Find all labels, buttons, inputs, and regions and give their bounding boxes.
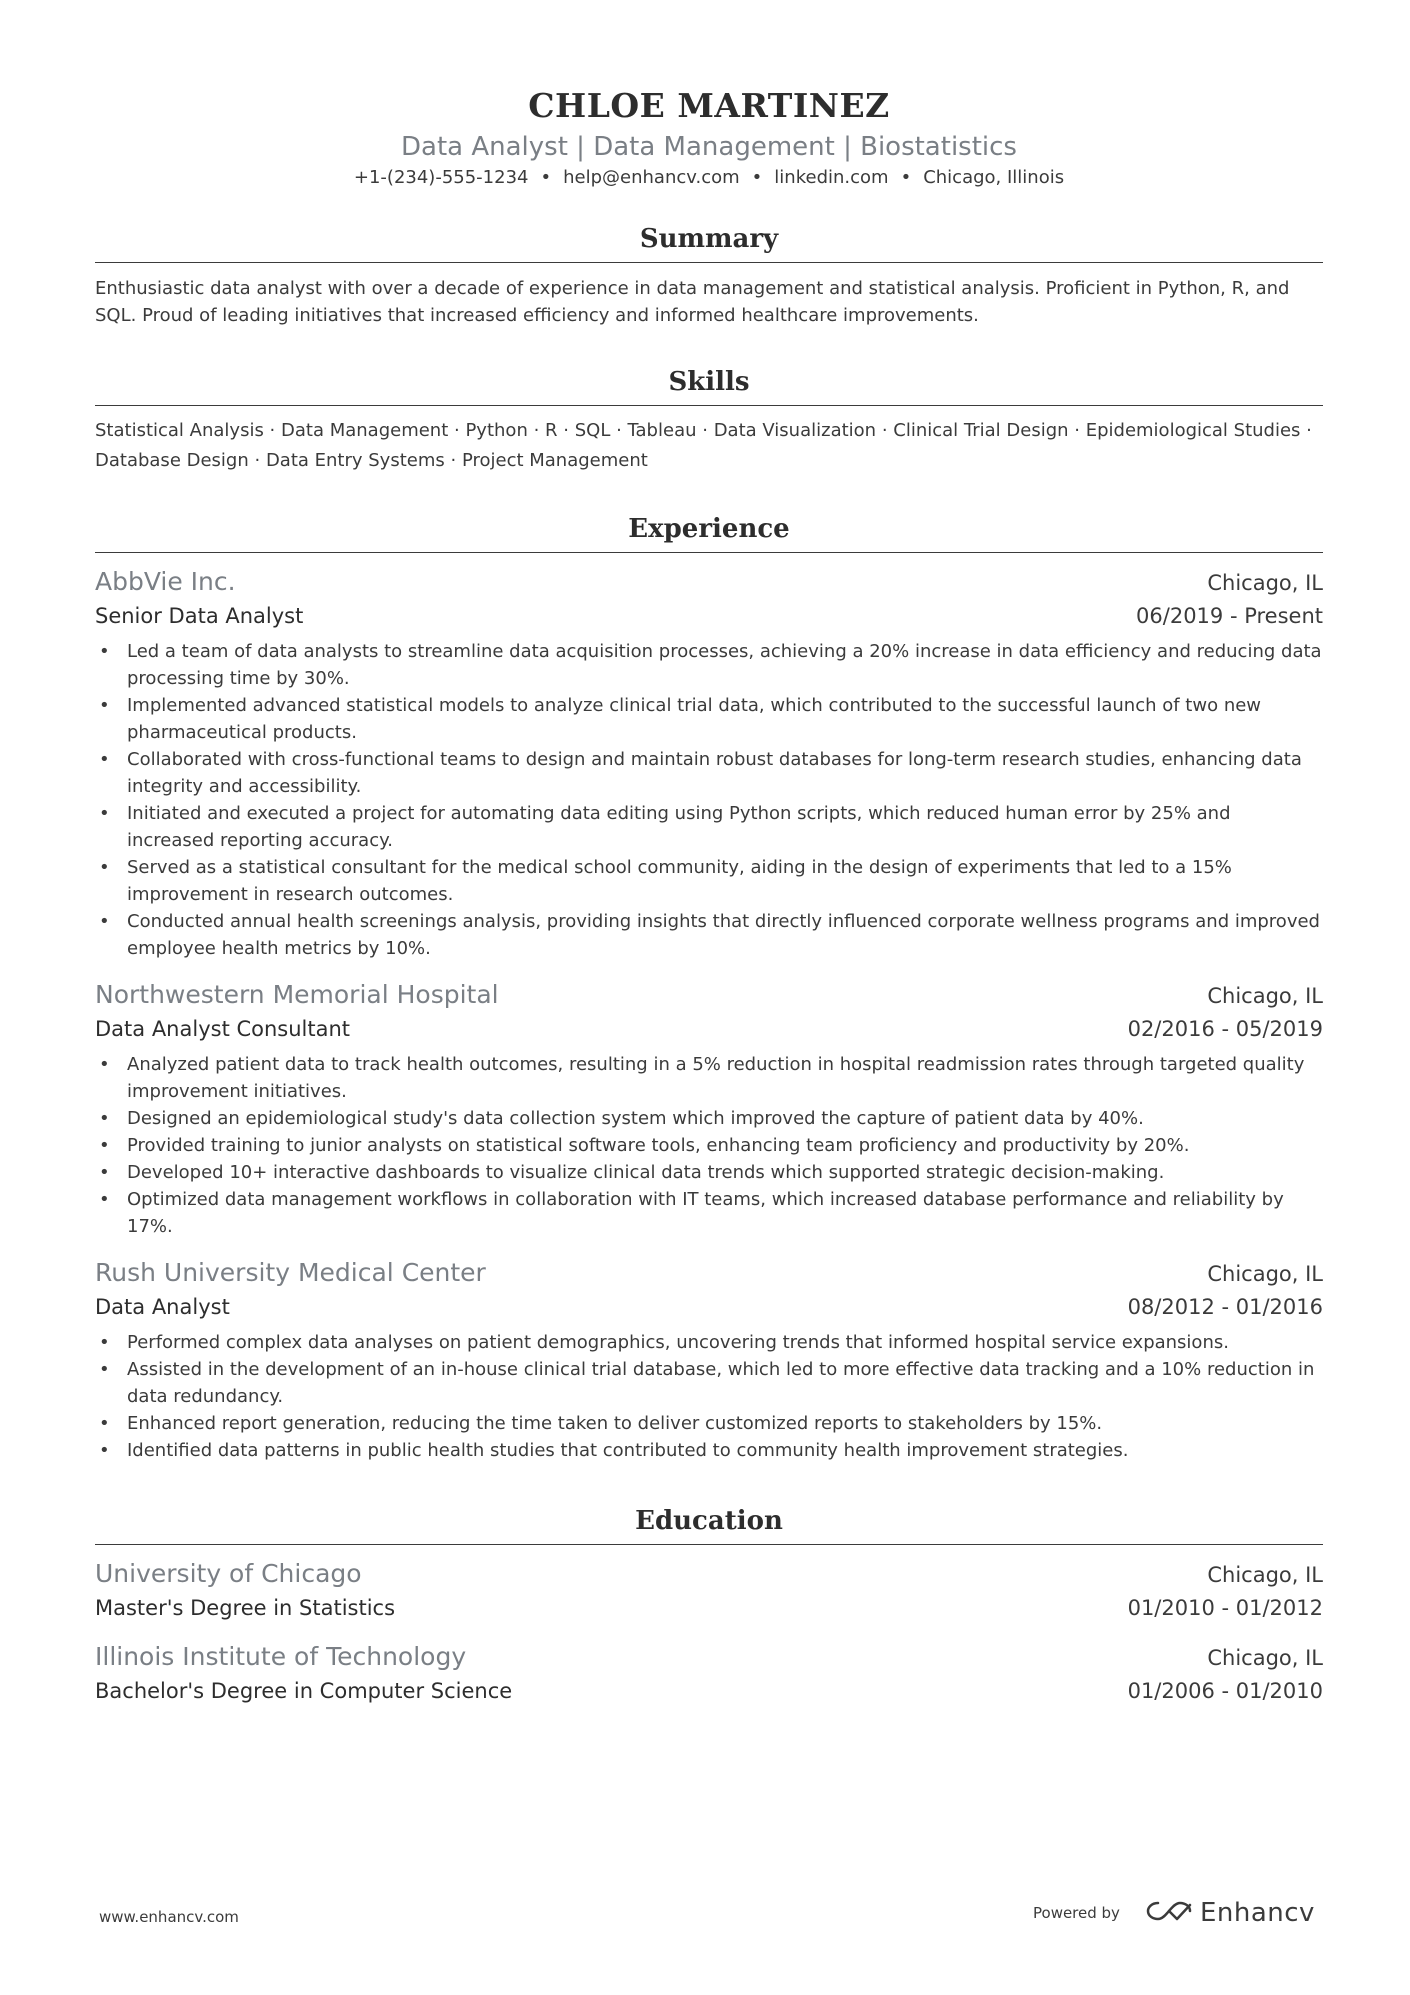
brand-name: Enhancv bbox=[1199, 1898, 1315, 1928]
school-location: Chicago, IL bbox=[1207, 1646, 1323, 1670]
experience-section bbox=[95, 512, 1323, 1464]
experience-entry bbox=[95, 1256, 1323, 1464]
entry-header-row bbox=[95, 1557, 1323, 1592]
skill-item: Epidemiological Studies bbox=[1085, 420, 1301, 441]
job-location: Chicago, IL bbox=[1207, 1262, 1323, 1286]
achievement-list bbox=[95, 1051, 1323, 1240]
education-dates: 01/2010 - 01/2012 bbox=[1127, 1596, 1323, 1620]
email-link[interactable]: help@enhancv.com bbox=[563, 167, 740, 188]
skill-item: R bbox=[545, 420, 558, 441]
company-name: AbbVie Inc. bbox=[95, 567, 236, 596]
entry-header-row bbox=[95, 1256, 1323, 1291]
education-title: Education bbox=[95, 1504, 1323, 1545]
skill-item: Data Visualization bbox=[713, 420, 877, 441]
education-list bbox=[95, 1557, 1323, 1707]
skill-item: Python bbox=[465, 420, 528, 441]
footer-branding bbox=[1033, 1898, 1315, 1928]
experience-entry bbox=[95, 978, 1323, 1240]
skill-separator: · bbox=[444, 450, 462, 471]
experience-entry bbox=[95, 565, 1323, 962]
skill-separator: · bbox=[610, 420, 628, 441]
company-name: Northwestern Memorial Hospital bbox=[95, 980, 499, 1009]
resume-page bbox=[95, 0, 1323, 1707]
skill-item: SQL bbox=[574, 420, 611, 441]
achievement-list bbox=[95, 1329, 1323, 1464]
skill-item: Project Management bbox=[461, 450, 648, 471]
skill-separator: · bbox=[557, 420, 575, 441]
achievement-item: • Enhanced report generation, reducing the time taken to deliver customized reports to stakeholders by 15%. bbox=[95, 1410, 1323, 1437]
skill-separator: · bbox=[527, 420, 546, 441]
skill-separator: · bbox=[876, 420, 894, 441]
candidate-headline: Data Analyst | Data Management | Biostatistics bbox=[401, 132, 1017, 162]
skills-section bbox=[95, 365, 1323, 476]
skill-item: Statistical Analysis bbox=[95, 420, 264, 441]
achievement-item: • Initiated and executed a project for automating data editing using Python scripts, which reduced human error by 25% and increased reporting accuracy. bbox=[95, 800, 1323, 854]
separator-dot: • bbox=[900, 167, 912, 188]
achievement-item: • Assisted in the development of an in-house clinical trial database, which led to more effective data tracking and a 10% reduction in data redundancy. bbox=[95, 1356, 1323, 1410]
entry-header-row bbox=[95, 1640, 1323, 1675]
skill-separator: · bbox=[448, 420, 466, 441]
entry-role-row bbox=[95, 1013, 1323, 1045]
job-dates: 08/2012 - 01/2016 bbox=[1127, 1295, 1323, 1319]
skills-title: Skills bbox=[95, 365, 1323, 406]
footer-website[interactable]: www.enhancv.com bbox=[99, 1908, 239, 1926]
job-dates: 02/2016 - 05/2019 bbox=[1127, 1017, 1323, 1041]
achievement-item: • Implemented advanced statistical models to analyze clinical trial data, which contributed to the successful launch of two new pharmaceutical products. bbox=[95, 692, 1323, 746]
achievement-item: • Conducted annual health screenings analysis, providing insights that directly influenced corporate wellness programs and improved employee health metrics by 10%. bbox=[95, 908, 1323, 962]
job-dates: 06/2019 - Present bbox=[1136, 604, 1323, 628]
skill-item: Clinical Trial Design bbox=[893, 420, 1069, 441]
separator-dot: • bbox=[540, 167, 552, 188]
linkedin-link[interactable]: linkedin.com bbox=[774, 167, 889, 188]
job-title: Data Analyst Consultant bbox=[95, 1017, 351, 1041]
skill-separator: · bbox=[263, 420, 281, 441]
skill-separator: · bbox=[1068, 420, 1086, 441]
job-title: Data Analyst bbox=[95, 1295, 230, 1319]
experience-list bbox=[95, 565, 1323, 1464]
skill-item: Data Management bbox=[281, 420, 449, 441]
powered-by-label: Powered by bbox=[1033, 1904, 1120, 1922]
summary-title: Summary bbox=[95, 222, 1323, 263]
entry-role-row bbox=[95, 1291, 1323, 1323]
company-name: Rush University Medical Center bbox=[95, 1258, 486, 1287]
candidate-name: CHLOE MARTINEZ bbox=[528, 86, 890, 125]
enhancv-logo-icon bbox=[1146, 1899, 1192, 1927]
achievement-item: • Performed complex data analyses on patient demographics, uncovering trends that informed hospital service expansions. bbox=[95, 1329, 1323, 1356]
achievement-item: • Collaborated with cross-functional teams to design and maintain robust databases for long-term research studies, enhancing data integrity and accessibility. bbox=[95, 746, 1323, 800]
job-title: Senior Data Analyst bbox=[95, 604, 304, 628]
education-dates: 01/2006 - 01/2010 bbox=[1127, 1679, 1323, 1703]
entry-header-row bbox=[95, 565, 1323, 600]
skill-item: Database Design bbox=[95, 450, 249, 471]
school-name: University of Chicago bbox=[95, 1559, 362, 1588]
phone-text: +1-(234)-555-1234 bbox=[353, 167, 529, 188]
resume-header bbox=[95, 0, 1323, 192]
degree-name: Bachelor's Degree in Computer Science bbox=[95, 1679, 513, 1703]
achievement-item: • Led a team of data analysts to streamline data acquisition processes, achieving a 20% increase in data efficiency and reducing data processing time by 30%. bbox=[95, 638, 1323, 692]
summary-text: Enthusiastic data analyst with over a decade of experience in data management and statistical analysis. Proficient in Python, R, and SQL. Proud of leading initiatives that increased efficiency and informed healthcare improvements. bbox=[95, 278, 1290, 326]
achievement-item: • Identified data patterns in public health studies that contributed to community health improvement strategies. bbox=[95, 1437, 1323, 1464]
skill-item: Tableau bbox=[627, 420, 697, 441]
school-name: Illinois Institute of Technology bbox=[95, 1642, 467, 1671]
achievement-item: • Provided training to junior analysts on statistical software tools, enhancing team proficiency and productivity by 20%. bbox=[95, 1132, 1323, 1159]
entry-role-row bbox=[95, 1675, 1323, 1707]
entry-role-row bbox=[95, 1592, 1323, 1624]
skills-list bbox=[95, 416, 1323, 476]
skill-separator: · bbox=[1300, 420, 1312, 441]
skill-separator: · bbox=[248, 450, 266, 471]
skill-separator: · bbox=[696, 420, 714, 441]
entry-role-row bbox=[95, 600, 1323, 632]
achievement-item: • Analyzed patient data to track health outcomes, resulting in a 5% reduction in hospital readmission rates through targeted quality improvement initiatives. bbox=[95, 1051, 1323, 1105]
degree-name: Master's Degree in Statistics bbox=[95, 1596, 396, 1620]
job-location: Chicago, IL bbox=[1207, 571, 1323, 595]
education-entry bbox=[95, 1640, 1323, 1707]
experience-title: Experience bbox=[95, 512, 1323, 553]
achievement-item: • Developed 10+ interactive dashboards to visualize clinical data trends which supported strategic decision-making. bbox=[95, 1159, 1323, 1186]
school-location: Chicago, IL bbox=[1207, 1563, 1323, 1587]
achievement-item: • Optimized data management workflows in collaboration with IT teams, which increased database performance and reliability by 17%. bbox=[95, 1186, 1323, 1240]
achievement-item: • Served as a statistical consultant for the medical school community, aiding in the design of experiments that led to a 15% improvement in research outcomes. bbox=[95, 854, 1323, 908]
contact-line bbox=[95, 164, 1323, 192]
job-location: Chicago, IL bbox=[1207, 984, 1323, 1008]
skill-item: Data Entry Systems bbox=[265, 450, 445, 471]
achievement-list bbox=[95, 638, 1323, 962]
achievement-item: • Designed an epidemiological study's data collection system which improved the capture of patient data by 40%. bbox=[95, 1105, 1323, 1132]
entry-header-row bbox=[95, 978, 1323, 1013]
education-section bbox=[95, 1504, 1323, 1707]
separator-dot: • bbox=[751, 167, 763, 188]
location-text: Chicago, Illinois bbox=[923, 167, 1065, 188]
summary-section bbox=[95, 222, 1323, 329]
education-entry bbox=[95, 1557, 1323, 1624]
